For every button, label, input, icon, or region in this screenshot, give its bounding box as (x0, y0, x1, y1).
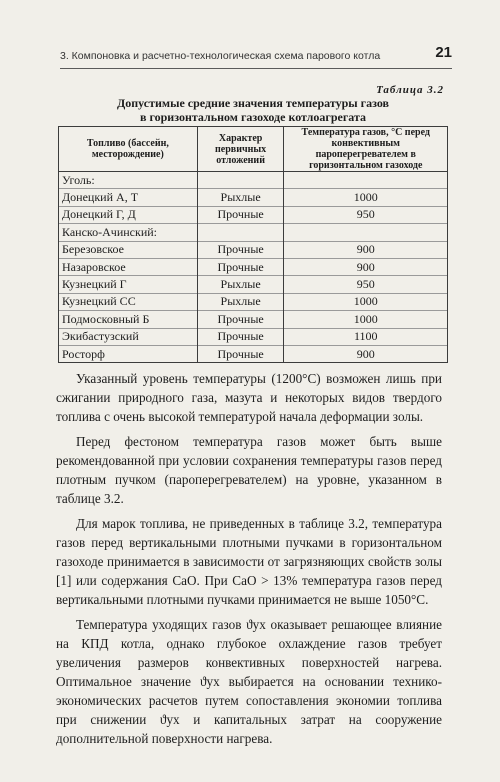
deposit-cell: Прочные (197, 241, 284, 258)
table-row (59, 206, 448, 223)
paragraph: Для марок топлива, не приведенных в таблице 3.2, температура газов перед вертикальными плотными пучками в горизонтальном газоходе принимается в зависимости от загрязняющих свойств золы [1] или содержания СаО. При СаО > 13% температура газов перед вертикальными плотными пучками принимается не выше 1050°С. (56, 516, 442, 607)
temperature-cell: 900 (284, 258, 448, 275)
table-header-row (59, 127, 448, 172)
temperature-cell: 1100 (284, 328, 448, 345)
temperature-cell: 900 (284, 345, 448, 362)
fuel-cell: Кузнецкий Г (59, 276, 198, 293)
temperature-cell: 950 (284, 276, 448, 293)
body-text (56, 369, 442, 754)
paragraph: Перед фестоном температура газов может быть выше рекомендованной при условии сохранения температуры газов перед плотным пучком (пароперегревателем) на уровне, указанном в таблице 3.2. (56, 434, 442, 506)
page-number: 21 (435, 44, 452, 61)
fuel-cell: Подмосковный Б (59, 311, 198, 328)
fuel-cell: Росторф (59, 345, 198, 362)
deposit-cell (197, 224, 284, 241)
deposit-cell: Прочные (197, 258, 284, 275)
deposit-cell: Прочные (197, 311, 284, 328)
temperature-cell: 1000 (284, 293, 448, 310)
temperature-cell (284, 224, 448, 241)
fuel-cell: Экибастузский (59, 328, 198, 345)
table-caption-line-2: в горизонтальном газоходе котлоагрегата (139, 110, 367, 124)
fuel-cell: Донецкий А, Т (59, 189, 198, 206)
table-caption (58, 96, 448, 124)
temperature-cell: 1000 (284, 189, 448, 206)
deposit-cell: Рыхлые (197, 293, 284, 310)
table-row (59, 172, 448, 189)
column-header-fuel: Топливо (бассейн, месторождение) (59, 127, 198, 172)
column-header-deposit: Характер первичных отложений (197, 127, 284, 172)
paragraph: Температура уходящих газов ϑух оказывает решающее влияние на КПД котла, однако глубокое охлаждение газов требует увеличения размеров конвективных поверхностей нагрева. Оптимальное значение ϑух выбирается на основании технико-экономических расчетов путем сопоставления экономии топлива при снижении ϑух и капитальных затрат на сооружение дополнительной поверхности нагрева. (56, 617, 442, 746)
deposit-cell: Прочные (197, 206, 284, 223)
table-row (59, 276, 448, 293)
fuel-cell: Донецкий Г, Д (59, 206, 198, 223)
table-row (59, 224, 448, 241)
table-row (59, 241, 448, 258)
running-header (60, 40, 452, 69)
temperature-cell (284, 172, 448, 189)
temperature-cell: 900 (284, 241, 448, 258)
column-header-temperature: Температура газов, °С перед конвективным пароперегревателем в горизонтальном газоходе (284, 127, 448, 172)
fuel-cell: Березовское (59, 241, 198, 258)
fuel-cell: Уголь: (59, 172, 198, 189)
fuel-cell: Кузнецкий СС (59, 293, 198, 310)
table-row (59, 293, 448, 310)
table-caption-line-1: Допустимые средние значения температуры газов (116, 96, 390, 110)
table-row (59, 328, 448, 345)
fuel-cell: Канско-Ачинский: (59, 224, 198, 241)
table-row (59, 345, 448, 362)
fuel-cell: Назаровское (59, 258, 198, 275)
deposit-cell: Прочные (197, 345, 284, 362)
table-row (59, 189, 448, 206)
deposit-cell: Рыхлые (197, 189, 284, 206)
temperature-cell: 1000 (284, 311, 448, 328)
table-row (59, 311, 448, 328)
running-title: 3. Компоновка и расчетно-технологическая схема парового котла (60, 50, 381, 62)
deposit-cell (197, 172, 284, 189)
paragraph: Указанный уровень температуры (1200°С) возможен лишь при сжигании природного газа, мазута и некоторых видов твердого топлива с очень высокой температурой начала деформации золы. (56, 371, 442, 424)
temperature-table (58, 126, 448, 363)
deposit-cell: Рыхлые (197, 276, 284, 293)
table-row (59, 258, 448, 275)
table-number: Таблица 3.2 (376, 84, 444, 96)
temperature-cell: 950 (284, 206, 448, 223)
deposit-cell: Прочные (197, 328, 284, 345)
